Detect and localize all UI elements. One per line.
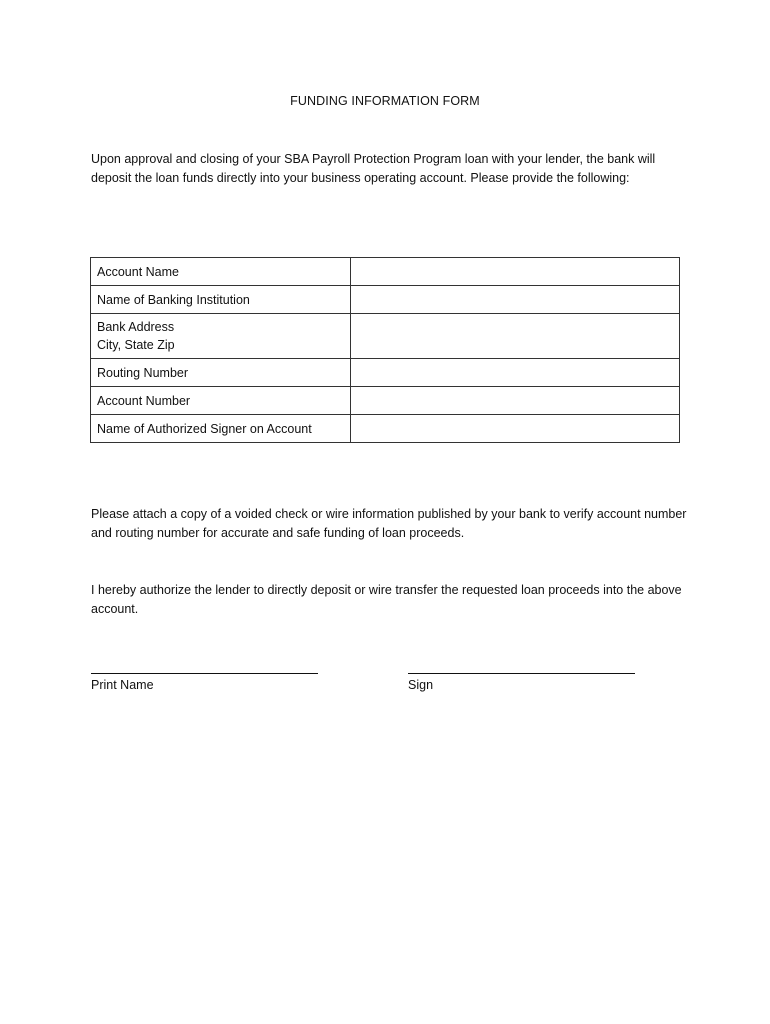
table-row-authorized-signer <box>91 415 680 443</box>
intro-paragraph: Upon approval and closing of your SBA Payroll Protection Program loan with your lender, the bank will deposit the loan funds directly into your business operating account. Please provide the following: <box>91 152 656 185</box>
sign-label: Sign <box>408 678 434 692</box>
routing-number-field[interactable] <box>351 359 680 387</box>
authorized-signer-field[interactable] <box>351 415 680 443</box>
table-row-bank-name <box>91 286 680 314</box>
funding-info-table <box>90 257 680 443</box>
table-row-account-number <box>91 387 680 415</box>
attach-check-paragraph: Please attach a copy of a voided check or wire information published by your bank to verify account number and routing number for accurate and safe funding of loan proceeds. <box>91 507 687 540</box>
bank-address-label-cell <box>91 314 351 359</box>
bank-name-label: Name of Banking Institution <box>91 286 351 314</box>
table-row-routing-number <box>91 359 680 387</box>
bank-address-field[interactable] <box>351 314 680 359</box>
account-name-label: Account Name <box>91 258 351 286</box>
form-title: FUNDING INFORMATION FORM <box>290 94 480 108</box>
authorization-paragraph: I hereby authorize the lender to directly deposit or wire transfer the requested loan proceeds into the above account. <box>91 583 682 616</box>
signature-line[interactable] <box>408 673 635 674</box>
routing-number-label: Routing Number <box>91 359 351 387</box>
account-number-label: Account Number <box>91 387 351 415</box>
print-name-label: Print Name <box>91 678 154 692</box>
bank-name-field[interactable] <box>351 286 680 314</box>
print-name-line[interactable] <box>91 673 318 674</box>
table-row-account-name <box>91 258 680 286</box>
account-number-field[interactable] <box>351 387 680 415</box>
authorized-signer-label: Name of Authorized Signer on Account <box>91 415 351 443</box>
table-row-bank-address <box>91 314 680 359</box>
city-state-zip-label: City, State Zip <box>97 338 175 352</box>
account-name-field[interactable] <box>351 258 680 286</box>
bank-address-label: Bank Address <box>97 320 175 334</box>
